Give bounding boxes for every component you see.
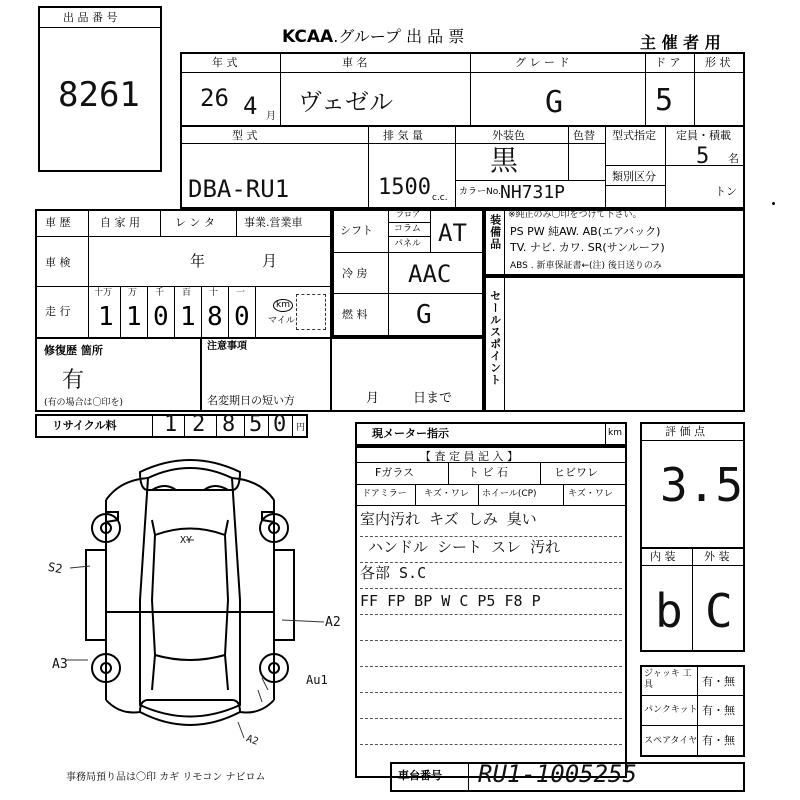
digit-label-4: 十 xyxy=(209,288,219,298)
shift-opt-floor: フロア xyxy=(396,210,420,219)
grade-label: グ レ ー ド xyxy=(515,56,570,69)
equipment-line-3: ABS . 新車保証書←(注) 後日送りのみ xyxy=(510,261,662,271)
v5 xyxy=(368,125,369,209)
mileage-label: 走 行 xyxy=(45,305,71,318)
ins-v4 xyxy=(478,484,479,505)
vh2 xyxy=(160,209,161,236)
color-code-label: カラーNo. xyxy=(459,187,501,197)
month-suffix: 月 xyxy=(266,111,276,122)
recycle-digit: 8 xyxy=(222,412,236,437)
car-outline xyxy=(86,460,294,725)
category-line2 xyxy=(605,185,665,186)
v1 xyxy=(280,52,281,125)
deadline-label: 名変期日の短い方 xyxy=(207,394,295,407)
ins-v3 xyxy=(415,484,416,505)
fuel-label: 燃 料 xyxy=(342,308,368,321)
h2 xyxy=(35,286,332,287)
m6 xyxy=(388,236,430,237)
interior-label: 内 装 xyxy=(650,550,676,563)
equipment-note: ※純正のみ〇印をつけて下さい。 xyxy=(508,210,642,220)
m5 xyxy=(388,222,430,223)
v2 xyxy=(470,52,471,125)
model-code-value: DBA-RU1 xyxy=(188,175,290,203)
inspector-note: FF FP BP W C P5 F8 P xyxy=(360,592,541,610)
rc-div xyxy=(152,414,153,438)
displacement-unit: c.c. xyxy=(432,193,448,203)
ins-v5 xyxy=(563,484,564,505)
inspector-header: 【 査 定 員 記 入 】 xyxy=(420,450,518,463)
category-label: 類別区分 xyxy=(612,170,656,183)
damage-mark: XY xyxy=(180,535,193,546)
tb2 xyxy=(640,725,745,726)
interior-grade: b xyxy=(655,584,683,638)
mirror-damage-label: キズ・ワレ xyxy=(424,489,469,499)
recycle-fee-label: リサイクル料 xyxy=(52,419,117,432)
damage-mark: A3 xyxy=(52,657,68,672)
rc3 xyxy=(244,414,245,438)
recycle-digit: 2 xyxy=(192,412,206,437)
model-code-label: 型 式 xyxy=(232,129,258,142)
equipment-line-1: PS PW 純AW. AB(エアバック) xyxy=(510,225,661,238)
wheel-label: ホイール(CP) xyxy=(482,489,537,499)
sp-div xyxy=(504,276,505,412)
damage-mark: S2 xyxy=(46,559,64,577)
odometer-digit: 1 xyxy=(98,302,114,332)
exterior-color-value: 黒 xyxy=(490,144,519,177)
color-code-value: NH731P xyxy=(500,182,566,203)
digit-label-3: 百 xyxy=(182,288,192,298)
dl7 xyxy=(360,692,622,693)
recycle-digit: 1 xyxy=(164,412,178,437)
model-month-value: 4 xyxy=(243,92,258,120)
recycle-digit: 5 xyxy=(249,412,263,437)
displacement-label: 排 気 量 xyxy=(383,129,423,142)
door-value: 5 xyxy=(655,83,674,118)
office-items-note: 事務局預り品は〇印 カギ リモコン ナビロム xyxy=(66,772,266,783)
grade-value: G xyxy=(545,85,564,120)
model-year-value: 26 xyxy=(200,84,229,112)
vh3 xyxy=(236,209,237,236)
door-label: ド ア xyxy=(655,56,681,69)
sales-point-label: セールスポイント xyxy=(488,290,502,386)
wheel-damage-label: キズ・ワレ xyxy=(568,489,613,499)
oc3 xyxy=(174,286,175,337)
meter-unit: km xyxy=(608,428,622,438)
puncture-kit-value: 有・無 xyxy=(702,704,735,717)
color-code-line xyxy=(455,180,605,181)
v4 xyxy=(694,52,695,125)
capacity-unit: 名 xyxy=(728,152,739,165)
oc5 xyxy=(228,286,229,337)
meter-label: 現メーター指示 xyxy=(372,427,449,440)
chassis-number-label: 車台番号 xyxy=(398,769,442,782)
lot-box-divider xyxy=(38,27,162,28)
row1-bottom-line xyxy=(180,125,745,127)
rc4 xyxy=(268,414,269,438)
inspector-note: 各部 S.C xyxy=(360,564,427,582)
meter-div xyxy=(605,422,606,446)
oc2 xyxy=(147,286,148,337)
history-label: 車 歴 xyxy=(45,216,71,229)
spare-tire-value: 有・無 xyxy=(702,734,735,747)
capacity-value: 5 xyxy=(696,144,710,169)
row1-header-line xyxy=(180,72,745,73)
exterior-label: 外 装 xyxy=(704,550,730,563)
m2 xyxy=(332,293,484,294)
ins-v1 xyxy=(448,462,449,484)
repair-history-note: (有の場合は〇印を) xyxy=(44,398,124,408)
tb1 xyxy=(640,695,745,696)
category-line xyxy=(605,165,745,166)
equipment-line-2: TV. ナビ. カワ. SR(サンルーフ) xyxy=(510,241,665,254)
car-name-value: ヴェゼル xyxy=(298,88,394,116)
exterior-color-label: 外装色 xyxy=(492,129,525,142)
form-title-text: .グループ 出 品 票 xyxy=(333,27,465,46)
deadline-day: 日まで xyxy=(413,391,453,406)
sc1 xyxy=(640,440,745,441)
v9 xyxy=(665,125,666,209)
vh1 xyxy=(88,209,89,337)
dl1 xyxy=(360,536,622,537)
damage-mark: A2 xyxy=(325,615,341,630)
inspector-note: ハンドル シート スレ 汚れ xyxy=(368,538,561,556)
shift-opt-panel: パネル xyxy=(394,239,422,249)
dl6 xyxy=(360,666,622,667)
score-label: 評 価 点 xyxy=(665,425,705,438)
stray-dot xyxy=(772,202,775,205)
body-shape-label: 形 状 xyxy=(705,56,731,69)
form-title xyxy=(282,24,464,47)
jack-tools-value: 有・無 xyxy=(702,675,735,688)
score-value: 3.5 xyxy=(660,458,744,512)
notes-label: 注意事項 xyxy=(207,341,247,352)
history-private: 自 家 用 xyxy=(100,216,140,229)
odometer-digit: 8 xyxy=(207,302,223,332)
v3 xyxy=(645,52,646,125)
dl5 xyxy=(360,640,622,641)
digit-label-1: 万 xyxy=(128,288,138,298)
shift-opt-column: コラム xyxy=(394,224,421,234)
history-business: 事業.営業車 xyxy=(244,216,303,229)
sc4 xyxy=(692,547,693,652)
damage-annotation-lines xyxy=(66,540,324,738)
repair-history-label: 修復歴 箇所 xyxy=(44,344,103,357)
history-rental: レ ン タ xyxy=(175,216,215,229)
odometer-digit: 0 xyxy=(153,302,169,332)
odometer-digit: 0 xyxy=(234,302,250,332)
repair-history-value: 有 xyxy=(62,368,85,393)
capacity-label: 定員・積載 xyxy=(676,129,731,142)
crack-label: ヒビワレ xyxy=(554,466,598,479)
brand-name: KCAA xyxy=(282,27,334,47)
model-spec-label: 型式指定 xyxy=(612,129,656,142)
row2-header-line xyxy=(180,143,605,144)
shift-label: シフト xyxy=(340,224,373,237)
sales-point-box xyxy=(484,276,745,412)
deadline-month: 月 xyxy=(366,391,380,406)
dl4 xyxy=(360,614,622,615)
mileage-unit-mile: マイル xyxy=(268,316,295,326)
organizer-copy-label: 主 催 者 用 xyxy=(640,33,721,52)
door-mirror-label: ドアミラー xyxy=(362,489,407,499)
damage-mark: Au1 xyxy=(306,673,328,687)
ins3 xyxy=(355,505,627,506)
oc4 xyxy=(201,286,202,337)
windshield-label: Fガラス xyxy=(375,466,414,479)
rc5 xyxy=(292,414,293,438)
exterior-grade: C xyxy=(705,584,733,638)
chassis-number-value: RU1-1005255 xyxy=(478,760,637,788)
m1 xyxy=(332,252,484,253)
digit-label-0: 十万 xyxy=(94,288,113,298)
dl9 xyxy=(360,744,622,745)
oc6 xyxy=(255,286,256,337)
year-label: 年 式 xyxy=(212,56,238,69)
odometer-digit: 1 xyxy=(126,302,142,332)
damage-mark: A2 xyxy=(244,733,260,748)
recycle-digit: 0 xyxy=(273,412,287,437)
h1 xyxy=(35,236,332,237)
v7 xyxy=(568,125,569,180)
dl8 xyxy=(360,718,622,719)
rc1 xyxy=(184,414,185,438)
puncture-kit-label: パンクキット xyxy=(644,705,698,715)
ac-value: AAC xyxy=(408,260,452,288)
tonnage-unit: トン xyxy=(715,185,737,198)
lot-number-label: 出 品 番 号 xyxy=(63,11,118,24)
odometer-digit: 1 xyxy=(180,302,196,332)
inspector-note: 室内汚れ キズ しみ 臭い xyxy=(360,510,537,528)
rc2 xyxy=(216,414,217,438)
m4 xyxy=(430,209,431,252)
jack-tools-label: ジャッキ 工 具 xyxy=(644,669,692,690)
ch-div xyxy=(468,762,469,792)
shift-value: AT xyxy=(438,219,467,247)
lot-number: 8261 xyxy=(58,75,140,115)
mileage-unit-box xyxy=(296,294,326,330)
inspection-year: 年 xyxy=(190,252,206,270)
color-swap-label: 色替 xyxy=(573,129,595,142)
v6 xyxy=(455,125,456,209)
displacement-value: 1500 xyxy=(378,175,431,200)
digit-label-2: 千 xyxy=(155,288,165,298)
m3 xyxy=(388,209,389,337)
dl2 xyxy=(360,562,622,563)
oc1 xyxy=(120,286,121,337)
fuel-value: G xyxy=(416,300,432,330)
dl3 xyxy=(360,588,622,589)
digit-label-5: 一 xyxy=(236,288,246,298)
eq-div xyxy=(504,209,505,276)
spare-tire-label: スペアタイヤ xyxy=(644,736,698,746)
car-name-label: 車 名 xyxy=(342,56,368,69)
ins1 xyxy=(355,462,627,463)
ins-v2 xyxy=(540,462,541,484)
inspection-label: 車 検 xyxy=(45,256,71,269)
recycle-unit: 円 xyxy=(296,423,306,433)
equipment-vertical-label: 装備品 xyxy=(488,214,502,250)
ac-label: 冷 房 xyxy=(342,267,368,280)
chip-label: ト ビ 石 xyxy=(468,466,508,479)
ins2 xyxy=(355,484,627,485)
v8 xyxy=(605,125,606,209)
inspection-month: 月 xyxy=(262,252,278,270)
mileage-unit-km: km xyxy=(273,299,293,312)
